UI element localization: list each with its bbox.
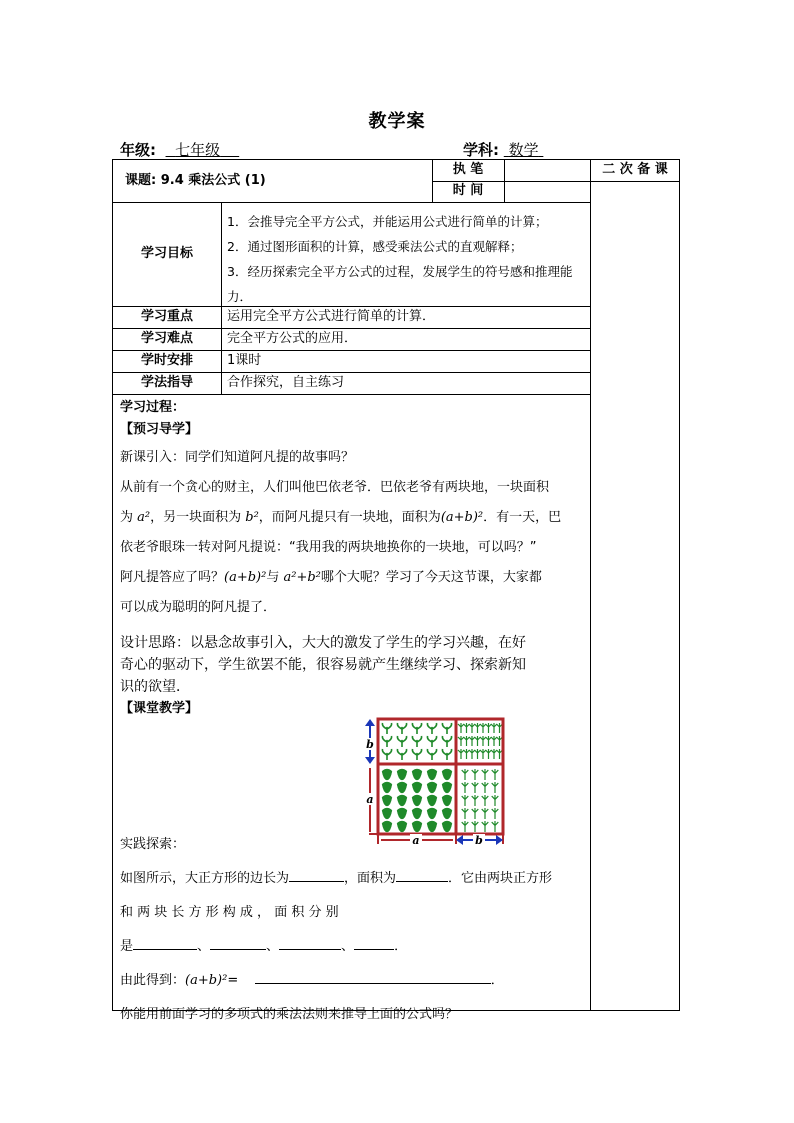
plant-icons bbox=[382, 723, 502, 832]
plant-icon bbox=[472, 795, 479, 806]
plant-icon bbox=[472, 782, 479, 793]
plant-icon bbox=[442, 723, 451, 734]
math-b2: b² bbox=[245, 510, 259, 525]
plant-icon bbox=[492, 782, 499, 793]
plant-icon bbox=[462, 808, 469, 819]
area-model-figure bbox=[363, 716, 513, 846]
plant-icon bbox=[458, 749, 464, 759]
plant-icon bbox=[482, 769, 489, 780]
goal-item: 2．通过图形面积的计算，感受乘法公式的直观解释； bbox=[227, 239, 523, 254]
plant-icon bbox=[472, 769, 479, 780]
plant-icon bbox=[382, 782, 392, 793]
subject-label: 学科: bbox=[463, 141, 499, 159]
grid-line bbox=[113, 202, 590, 203]
math-a2: a² bbox=[137, 510, 151, 525]
plant-icon bbox=[480, 723, 486, 733]
story-line: 依老爷眼珠一转对阿凡提说：“我用我的两块地换你的一块地，可以吗？” bbox=[120, 540, 537, 555]
answer-blank[interactable] bbox=[289, 867, 344, 882]
plant-icon bbox=[492, 808, 499, 819]
question-line: 由此得到：(a+b)²= ． bbox=[120, 964, 586, 998]
document-title: 教学案 bbox=[368, 111, 426, 132]
plant-icon bbox=[458, 736, 464, 746]
class-heading: 【课堂教学】 bbox=[120, 701, 199, 716]
plant-icon bbox=[462, 795, 469, 806]
plant-icon bbox=[382, 749, 391, 760]
plant-icon bbox=[442, 749, 451, 760]
question-line: 你能用前面学习的多项式的乘法法则来推导上面的公式吗？ bbox=[120, 1007, 459, 1022]
grid-line bbox=[221, 202, 222, 395]
plant-icon bbox=[486, 736, 492, 746]
intro-line: 新课引入：同学们知道阿凡提的故事吗？ bbox=[120, 450, 355, 465]
plant-icon bbox=[382, 736, 391, 747]
math-apb2: (a+b)² bbox=[440, 510, 484, 525]
grid-line bbox=[113, 394, 590, 395]
goal-item: 1．会推导完全平方公式，并能运用公式进行简单的计算； bbox=[227, 214, 548, 229]
answer-blank[interactable] bbox=[133, 935, 197, 950]
plant-icon bbox=[442, 736, 451, 747]
plant-icon bbox=[442, 782, 452, 793]
story-block bbox=[120, 443, 586, 623]
design-line: 设计思路：以悬念故事引入，大大的激发了学生的学习兴趣，在好 bbox=[120, 635, 526, 651]
question-line: 如图所示，大正方形的边长为 ，面积为 ．它由两块正方形 bbox=[120, 862, 586, 896]
plant-icon bbox=[482, 795, 489, 806]
hours-label: 学时安排 bbox=[140, 353, 193, 368]
plant-icon bbox=[492, 769, 499, 780]
plant-icon bbox=[397, 795, 407, 806]
plant-icon bbox=[427, 736, 436, 747]
plant-icon bbox=[412, 736, 421, 747]
bottom-label-b: b bbox=[475, 834, 483, 846]
plant-icon bbox=[475, 736, 481, 746]
plant-icon bbox=[458, 723, 464, 733]
key-point: 运用完全平方公式进行简单的计算． bbox=[227, 309, 436, 324]
lesson-topic: 课题: 9.4 乘法公式 (1) bbox=[125, 173, 266, 188]
plant-icon bbox=[397, 782, 407, 793]
plant-icon bbox=[397, 769, 407, 780]
answer-blank[interactable] bbox=[396, 867, 448, 882]
question-line: 和 两 块 长 方 形 构 成 ， 面 积 分 别 bbox=[120, 905, 339, 920]
hours-value: 1课时 bbox=[227, 353, 262, 368]
plant-icon bbox=[412, 808, 422, 819]
story-line: 阿凡提答应了吗？(a+b)²与 a²+b²哪个大呢？学习了今天这节课，大家都 bbox=[120, 570, 542, 585]
answer-blank[interactable] bbox=[354, 935, 394, 950]
preview-heading: 【预习导学】 bbox=[120, 422, 199, 437]
plant-icon bbox=[475, 749, 481, 759]
plant-icon bbox=[491, 736, 497, 746]
plant-icon bbox=[492, 795, 499, 806]
subject-field bbox=[463, 139, 543, 160]
design-line: 奇心的驱动下，学生欲罢不能，很容易就产生继续学习、探索新知 bbox=[120, 657, 526, 673]
key-label: 学习重点 bbox=[140, 309, 193, 324]
math-apb2: (a+b)² bbox=[185, 973, 228, 988]
subject-value: 数学 bbox=[508, 141, 539, 159]
method-value: 合作探究，自主练习 bbox=[227, 375, 345, 390]
plant-icon bbox=[442, 808, 452, 819]
math-a2b2: a²+b² bbox=[283, 570, 321, 585]
plant-icon bbox=[412, 782, 422, 793]
plant-icon bbox=[397, 749, 406, 760]
plant-icon bbox=[486, 723, 492, 733]
difficulty-label: 学习难点 bbox=[140, 331, 193, 346]
plant-icon bbox=[464, 749, 470, 759]
plant-icon bbox=[480, 736, 486, 746]
plant-icon bbox=[382, 723, 391, 734]
plant-icon bbox=[397, 723, 406, 734]
plant-icon bbox=[469, 723, 475, 733]
second-prep-label: 二 次 备 课 bbox=[602, 162, 668, 177]
method-label: 学法指导 bbox=[140, 375, 193, 390]
bottom-label-a: a bbox=[412, 834, 420, 846]
design-line: 识的欲望． bbox=[120, 679, 190, 695]
answer-blank[interactable] bbox=[279, 935, 341, 950]
plant-icon bbox=[382, 795, 392, 806]
story-line: 从前有一个贪心的财主，人们叫他巴依老爷．巴依老爷有两块地，一块面积 bbox=[120, 480, 550, 495]
plant-icon bbox=[412, 769, 422, 780]
plant-icon bbox=[397, 808, 407, 819]
plant-icon bbox=[462, 769, 469, 780]
plant-icon bbox=[382, 769, 392, 780]
plant-icon bbox=[427, 808, 437, 819]
practice-block bbox=[120, 828, 586, 1032]
plant-icon bbox=[442, 769, 452, 780]
plant-icon bbox=[427, 723, 436, 734]
plant-icon bbox=[412, 795, 422, 806]
plant-icon bbox=[427, 769, 437, 780]
grid-line bbox=[590, 181, 680, 182]
side-label-a: a bbox=[366, 793, 374, 806]
plant-icon bbox=[397, 736, 406, 747]
plant-icon bbox=[427, 795, 437, 806]
plant-icon bbox=[462, 782, 469, 793]
plant-icon bbox=[427, 782, 437, 793]
story-line: 可以成为聪明的阿凡提了． bbox=[120, 600, 277, 615]
goal-item: 3．经历探索完全平方公式的过程，发展学生的符号感和推理能力． bbox=[227, 264, 573, 304]
answer-blank[interactable] bbox=[255, 969, 491, 984]
plant-icon bbox=[472, 808, 479, 819]
plant-icon bbox=[469, 749, 475, 759]
process-heading: 学习过程： bbox=[120, 400, 186, 415]
plant-icon bbox=[427, 749, 436, 760]
writer-label: 执 笔 bbox=[452, 162, 484, 177]
plant-icon bbox=[475, 723, 481, 733]
plant-icon bbox=[464, 736, 470, 746]
grid-line bbox=[590, 160, 591, 1011]
plant-icon bbox=[491, 749, 497, 759]
answer-blank[interactable] bbox=[210, 935, 266, 950]
plant-icon bbox=[482, 808, 489, 819]
process-section bbox=[120, 397, 586, 441]
grade-value: 七年级 bbox=[175, 141, 221, 159]
story-line: 为 a²，另一块面积为 b²，而阿凡提只有一块地，面积为(a+b)²．有一天，巴 bbox=[120, 510, 562, 525]
plant-icon bbox=[480, 749, 486, 759]
lesson-plan-table bbox=[112, 159, 680, 1022]
plant-icon bbox=[412, 723, 421, 734]
plant-icon bbox=[469, 736, 475, 746]
design-block bbox=[120, 632, 586, 720]
question-line: 是 、 、 、 ． bbox=[120, 930, 586, 964]
plant-icon bbox=[442, 795, 452, 806]
side-label-b: b bbox=[366, 738, 374, 751]
plant-icon bbox=[486, 749, 492, 759]
plant-icon bbox=[482, 782, 489, 793]
math-apb2: (a+b)² bbox=[224, 570, 267, 585]
time-label: 时 间 bbox=[452, 183, 484, 198]
plant-icon bbox=[464, 723, 470, 733]
plant-icon bbox=[382, 808, 392, 819]
difficulty-point: 完全平方公式的应用． bbox=[227, 331, 358, 346]
goals-label: 学习目标 bbox=[140, 246, 193, 261]
plant-icon bbox=[491, 723, 497, 733]
grade-label: 年级: bbox=[120, 141, 156, 159]
plant-icon bbox=[412, 749, 421, 760]
grade-field bbox=[120, 139, 239, 160]
goals-list bbox=[227, 209, 585, 309]
practice-heading: 实践探索： bbox=[120, 837, 186, 852]
